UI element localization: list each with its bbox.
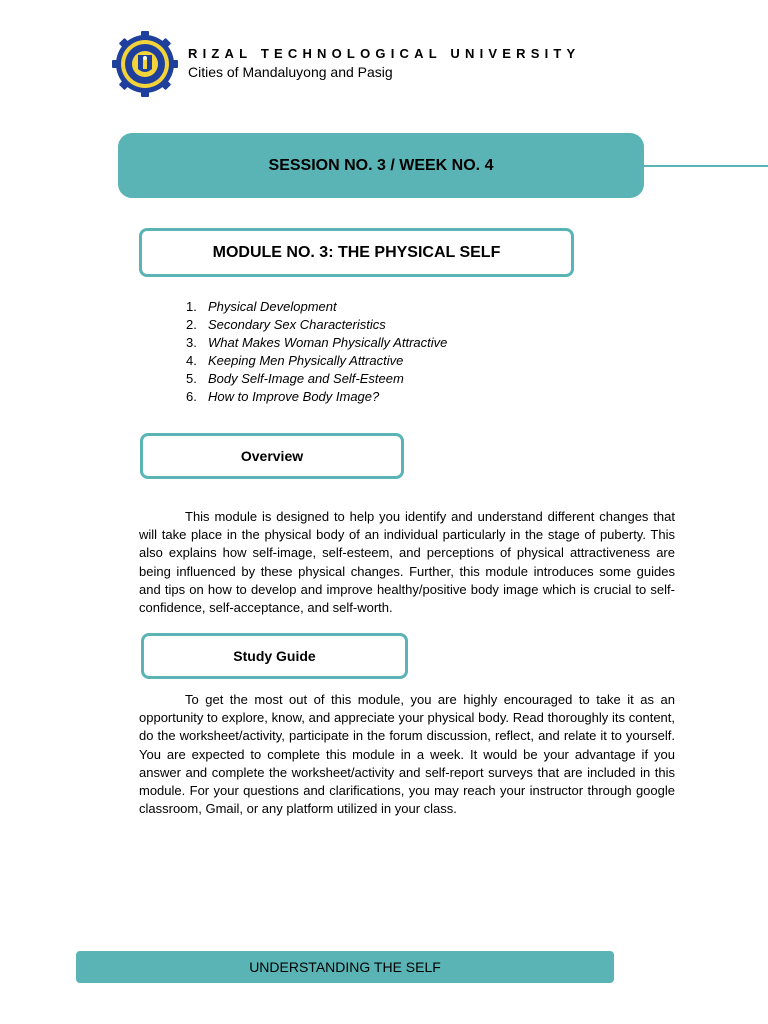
topics-list xyxy=(186,298,447,406)
study-guide-paragraph: To get the most out of this module, you are highly encouraged to take it as an opportunity to explore, know, and appreciate your physical body. Read thoroughly its content, do the worksheet/activity, participate in the forum discussion, reflect, and relate it to yourself. You are expected to complete this module in a week. It would be your advantage if you answer and complete the worksheet/activity and self-report surveys that are included in this module. For your questions and clarifications, you may reach your instructor through google classroom, Gmail, or any platform utilized in your class. xyxy=(139,692,675,817)
footer-banner xyxy=(76,951,614,983)
university-seal-icon xyxy=(112,31,178,97)
module-title-box xyxy=(139,228,574,277)
list-number: 4. xyxy=(186,353,197,368)
list-number: 2. xyxy=(186,317,197,332)
list-number: 6. xyxy=(186,389,197,404)
list-item xyxy=(186,352,447,370)
topic-text: Physical Development xyxy=(208,299,337,314)
list-item xyxy=(186,388,447,406)
topic-text: Keeping Men Physically Attractive xyxy=(208,353,404,368)
list-item xyxy=(186,334,447,352)
study-guide-heading: Study Guide xyxy=(233,648,316,664)
list-item xyxy=(186,370,447,388)
topic-text: Body Self-Image and Self-Esteem xyxy=(208,371,404,386)
list-item xyxy=(186,316,447,334)
session-banner xyxy=(118,133,644,198)
overview-heading-box xyxy=(140,433,404,479)
session-banner-rule xyxy=(644,165,768,167)
university-location: Cities of Mandaluyong and Pasig xyxy=(188,64,393,80)
list-item xyxy=(186,298,447,316)
topic-text: What Makes Woman Physically Attractive xyxy=(208,335,448,350)
university-name: RIZAL TECHNOLOGICAL UNIVERSITY xyxy=(188,46,581,61)
topic-text: How to Improve Body Image? xyxy=(208,389,380,404)
topic-text: Secondary Sex Characteristics xyxy=(208,317,386,332)
list-number: 3. xyxy=(186,335,197,350)
session-title: SESSION NO. 3 / WEEK NO. 4 xyxy=(268,156,494,174)
list-number: 1. xyxy=(186,299,197,314)
overview-heading: Overview xyxy=(240,448,304,464)
list-number: 5. xyxy=(186,371,197,386)
study-guide-heading-box xyxy=(141,633,408,679)
overview-paragraph: This module is designed to help you identify and understand different changes that will take place in the physical body of an individual particularly in the stage of puberty. This also explains how self-image, self-esteem, and perceptions of physical attractiveness are being influenced by these physical changes. Further, this module introduces some guides and tips on how to develop and improve healthy/positive body image which is crucial to self-confidence, self-acceptance, and self-worth. xyxy=(139,509,675,616)
footer-title: UNDERSTANDING THE SELF xyxy=(249,959,441,975)
module-title: MODULE NO. 3: THE PHYSICAL SELF xyxy=(212,243,501,261)
